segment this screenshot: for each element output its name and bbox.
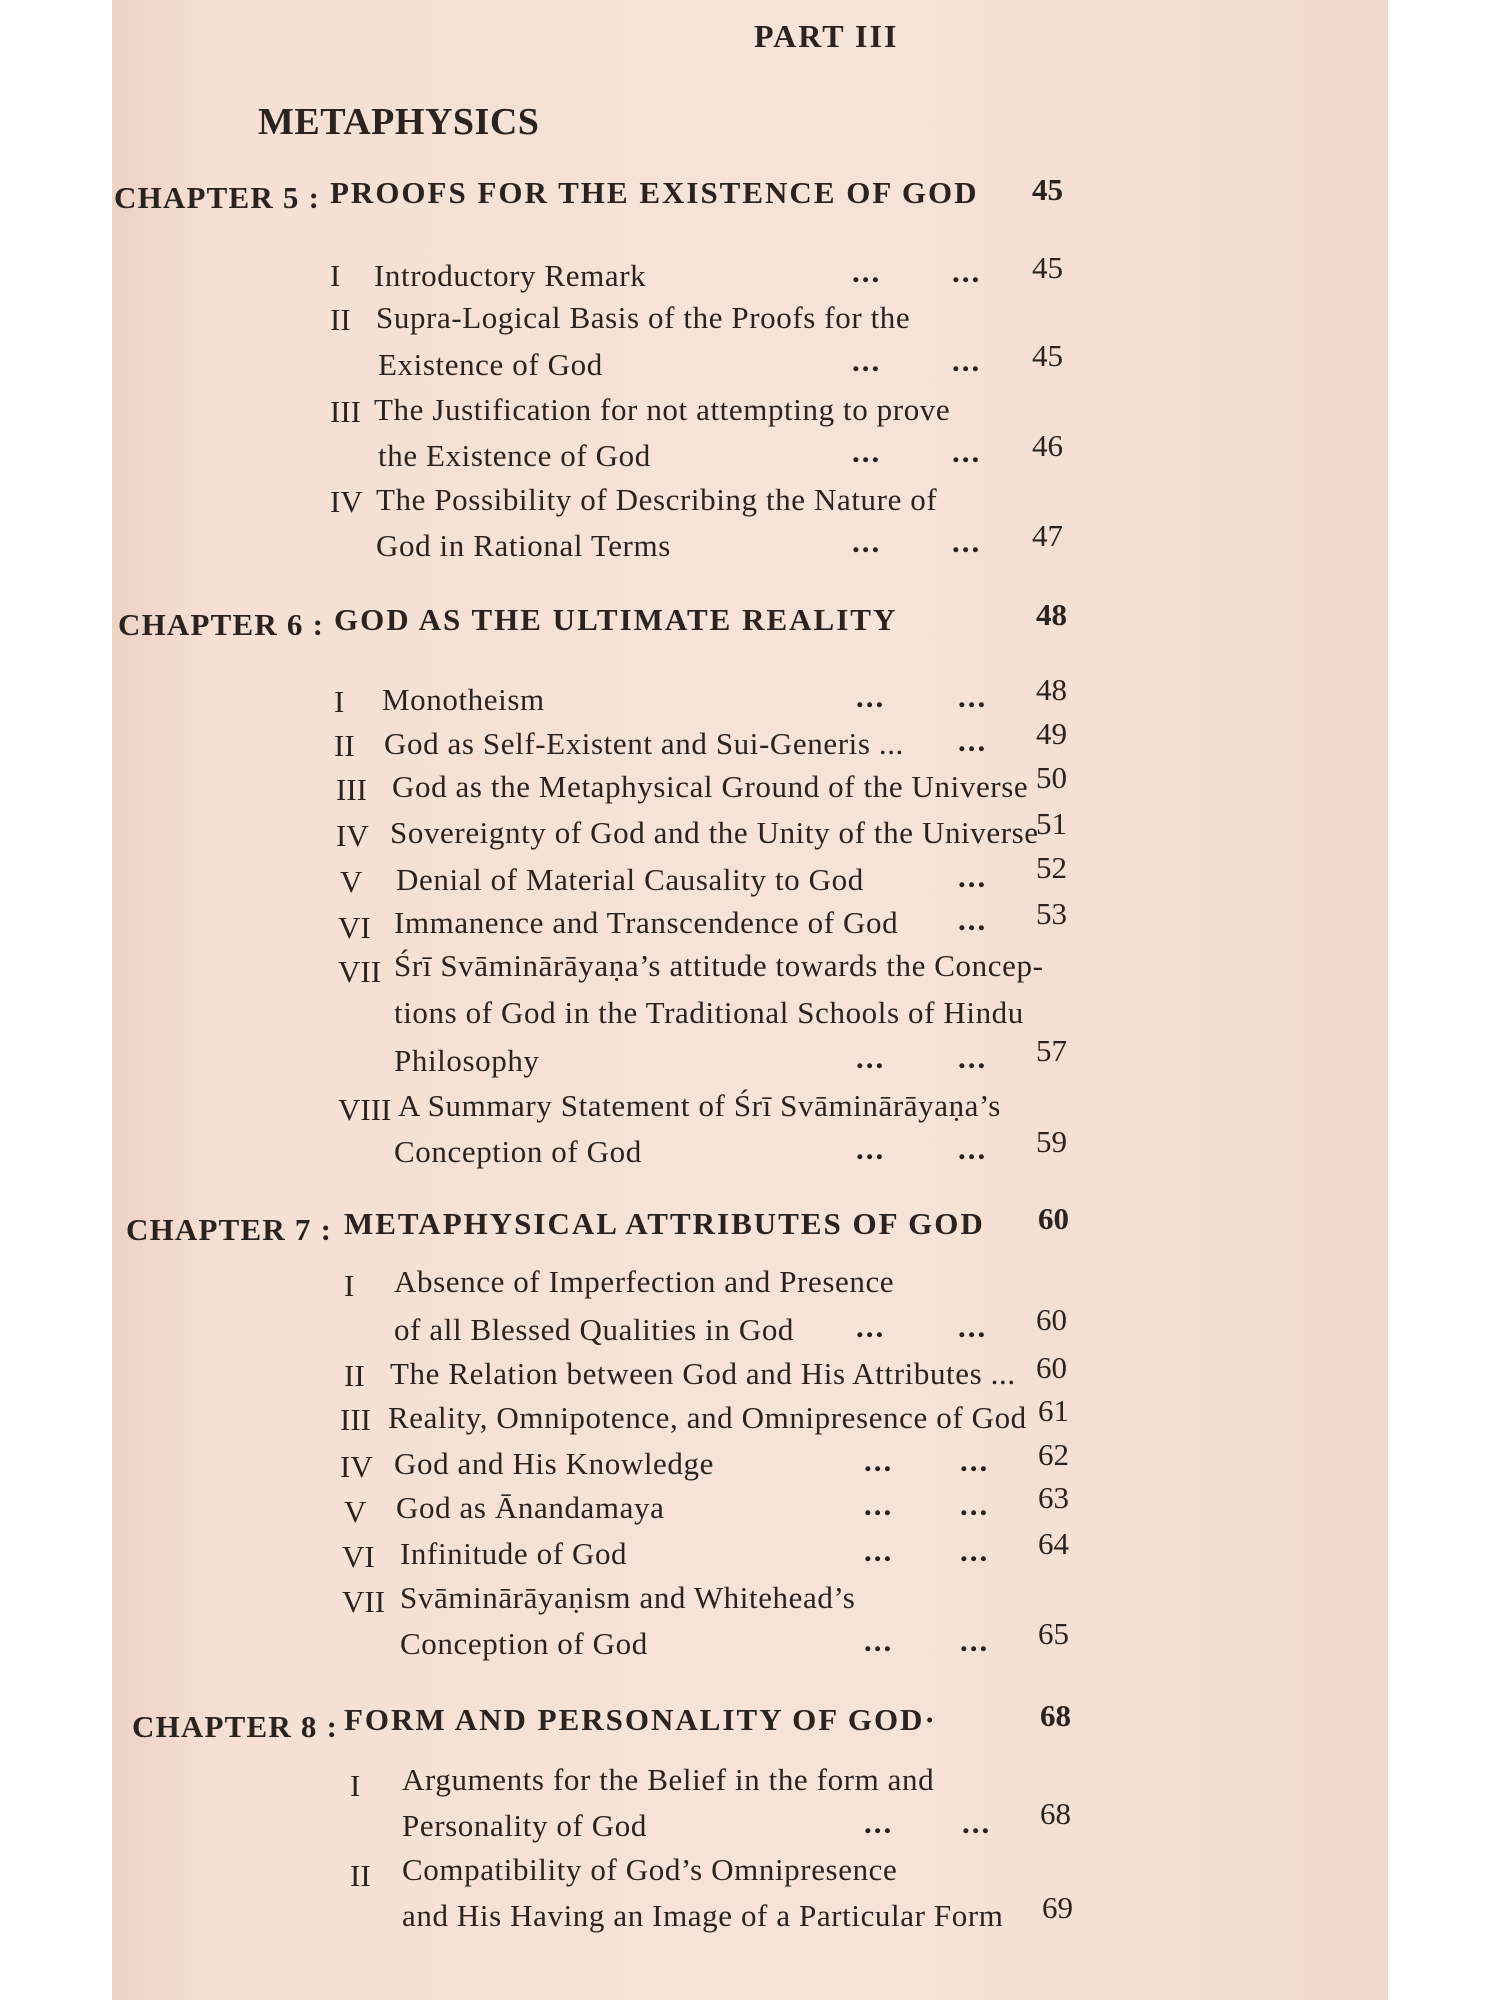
leader-dots: ...: [864, 1533, 894, 1568]
ch5-entry4-num: IV: [330, 484, 363, 519]
ch5-entry1-text: Introductory Remark: [374, 258, 647, 293]
leader-dots: ...: [960, 1533, 990, 1568]
ch7-entry1-page: 60: [1036, 1302, 1067, 1337]
ch7-entry5-page: 63: [1038, 1480, 1069, 1515]
ch5-entry2-text-line2: Existence of God: [378, 347, 603, 382]
ch7-entry3-page: 61: [1038, 1393, 1069, 1428]
ch7-entry1-num: I: [344, 1268, 355, 1303]
ch6-entry5-text: Denial of Material Causality to God: [396, 862, 864, 897]
ch8-entry1-num: I: [350, 1768, 361, 1803]
ch6-entry2-page: 49: [1036, 716, 1067, 751]
ch6-entry3-num: III: [336, 772, 367, 807]
ch7-entry3-text: Reality, Omnipotence, and Omnipresence of God: [388, 1400, 1027, 1435]
ch7-entry1-text-line2: of all Blessed Qualities in God: [394, 1312, 795, 1347]
ch5-entry4-page: 47: [1032, 518, 1063, 553]
ch7-entry6-text: Infinitude of God: [400, 1536, 628, 1571]
ch6-entry4-text: Sovereignty of God and the Unity of the Universe: [390, 815, 1039, 850]
ch6-entry5-num: V: [340, 864, 363, 899]
leader-dots: ...: [952, 434, 982, 469]
book-page: [112, 0, 1388, 2000]
leader-dots: ...: [856, 1131, 886, 1166]
chapter-6-label: CHAPTER 6 :: [118, 607, 325, 642]
leader-dots: ...: [856, 1309, 886, 1344]
ch6-entry7-text-line2: tions of God in the Traditional Schools of Hindu: [394, 995, 1024, 1030]
ch6-entry7-page: 57: [1036, 1033, 1067, 1068]
chapter-7-label: CHAPTER 7 :: [126, 1212, 333, 1247]
leader-dots: ...: [960, 1443, 990, 1478]
ch6-entry3-text: God as the Metaphysical Ground of the Universe: [392, 769, 1029, 804]
leader-dots: ...: [952, 524, 982, 559]
ch7-entry2-text: The Relation between God and His Attributes ...: [390, 1356, 1016, 1391]
leader-dots: ...: [958, 1131, 988, 1166]
ch8-entry2-text-line1: Compatibility of God’s Omnipresence: [402, 1852, 898, 1887]
leader-dots: ...: [856, 679, 886, 714]
ch8-entry2-page: 69: [1042, 1890, 1073, 1925]
ch7-entry2-page: 60: [1036, 1350, 1067, 1385]
ch6-entry2-text: God as Self-Existent and Sui-Generis ...: [384, 726, 904, 761]
ch6-entry4-num: IV: [336, 818, 369, 853]
ch6-entry6-page: 53: [1036, 896, 1067, 931]
leader-dots: ...: [958, 859, 988, 894]
ch6-entry8-text-line1: A Summary Statement of Śrī Svāminārāyaṇa’s: [398, 1088, 1001, 1123]
ch6-entry3-page: 50: [1036, 760, 1067, 795]
leader-dots: ...: [852, 434, 882, 469]
ch6-entry8-page: 59: [1036, 1124, 1067, 1159]
ch7-entry2-num: II: [344, 1358, 365, 1393]
ch5-entry3-num: III: [330, 394, 361, 429]
leader-dots: ...: [852, 524, 882, 559]
ch7-entry7-page: 65: [1038, 1616, 1069, 1651]
leader-dots: ...: [958, 723, 988, 758]
leader-dots: ...: [958, 902, 988, 937]
chapter-6-title: GOD AS THE ULTIMATE REALITY: [334, 602, 898, 637]
ch7-entry4-text: God and His Knowledge: [394, 1446, 714, 1481]
leader-dots: ...: [952, 254, 982, 289]
ch6-entry7-num: VII: [338, 954, 382, 989]
ch5-entry1-page: 45: [1032, 250, 1063, 285]
ch7-entry1-text-line1: Absence of Imperfection and Presence: [394, 1264, 895, 1299]
ch8-entry1-page: 68: [1040, 1796, 1071, 1831]
leader-dots: ...: [958, 1040, 988, 1075]
ch5-entry1-num: I: [330, 258, 341, 293]
leader-dots: ...: [960, 1487, 990, 1522]
ch5-entry3-text-line1: The Justification for not attempting to prove: [374, 392, 951, 427]
ch7-entry5-num: V: [344, 1494, 367, 1529]
ch6-entry8-text-line2: Conception of God: [394, 1134, 642, 1169]
leader-dots: ...: [952, 343, 982, 378]
leader-dots: ...: [960, 1623, 990, 1658]
ch6-entry1-page: 48: [1036, 672, 1067, 707]
ch7-entry7-text-line2: Conception of God: [400, 1626, 648, 1661]
ch5-entry2-num: II: [330, 302, 351, 337]
ch5-entry4-text-line1: The Possibility of Describing the Nature of: [376, 482, 938, 517]
ch7-entry3-num: III: [340, 1402, 371, 1437]
leader-dots: ...: [962, 1805, 992, 1840]
chapter-7-page: 60: [1038, 1201, 1069, 1236]
chapter-8-label: CHAPTER 8 :: [132, 1709, 339, 1744]
ch7-entry7-num: VII: [342, 1584, 386, 1619]
chapter-7-title: METAPHYSICAL ATTRIBUTES OF GOD: [344, 1206, 985, 1241]
leader-dots: ...: [852, 343, 882, 378]
ch6-entry1-num: I: [334, 684, 345, 719]
ch6-entry6-num: VI: [338, 910, 371, 945]
leader-dots: ...: [958, 1309, 988, 1344]
chapter-5-title: PROOFS FOR THE EXISTENCE OF GOD: [330, 175, 979, 210]
ch8-entry1-text-line2: Personality of God: [402, 1808, 647, 1843]
ch5-entry3-text-line2: the Existence of God: [378, 438, 651, 473]
ch5-entry4-text-line2: God in Rational Terms: [376, 528, 671, 563]
leader-dots: ...: [856, 1040, 886, 1075]
leader-dots: ...: [864, 1805, 894, 1840]
chapter-8-title: FORM AND PERSONALITY OF GOD·: [344, 1702, 937, 1737]
chapter-6-page: 48: [1036, 597, 1067, 632]
ch5-entry2-page: 45: [1032, 338, 1063, 373]
ch7-entry4-num: IV: [340, 1449, 373, 1484]
ch7-entry7-text-line1: Svāminārāyaṇism and Whitehead’s: [400, 1580, 856, 1615]
ch7-entry5-text: God as Ānandamaya: [396, 1490, 665, 1525]
ch6-entry8-num: VIII: [338, 1092, 392, 1127]
ch5-entry3-page: 46: [1032, 428, 1063, 463]
ch6-entry7-text-line3: Philosophy: [394, 1043, 540, 1078]
ch7-entry6-page: 64: [1038, 1526, 1069, 1561]
ch6-entry6-text: Immanence and Transcendence of God: [394, 905, 899, 940]
leader-dots: ...: [852, 254, 882, 289]
chapter-5-label: CHAPTER 5 :: [114, 180, 321, 215]
ch8-entry2-text-line2: and His Having an Image of a Particular Form: [402, 1898, 1004, 1933]
ch6-entry5-page: 52: [1036, 850, 1067, 885]
part-heading: PART III: [754, 18, 899, 54]
ch6-entry4-page: 51: [1036, 806, 1067, 841]
section-heading: METAPHYSICS: [258, 101, 540, 143]
chapter-5-page: 45: [1032, 172, 1063, 207]
leader-dots: ...: [864, 1623, 894, 1658]
ch6-entry2-num: II: [334, 728, 355, 763]
leader-dots: ...: [864, 1487, 894, 1522]
leader-dots: ...: [864, 1443, 894, 1478]
chapter-8-page: 68: [1040, 1698, 1071, 1733]
leader-dots: ...: [958, 679, 988, 714]
ch6-entry7-text-line1: Śrī Svāminārāyaṇa’s attitude towards the Concep-: [394, 948, 1044, 983]
ch7-entry4-page: 62: [1038, 1437, 1069, 1472]
ch8-entry1-text-line1: Arguments for the Belief in the form and: [402, 1762, 935, 1797]
ch8-entry2-num: II: [350, 1858, 371, 1893]
ch7-entry6-num: VI: [342, 1539, 375, 1574]
ch5-entry2-text-line1: Supra-Logical Basis of the Proofs for the: [376, 300, 911, 335]
ch6-entry1-text: Monotheism: [382, 682, 545, 717]
